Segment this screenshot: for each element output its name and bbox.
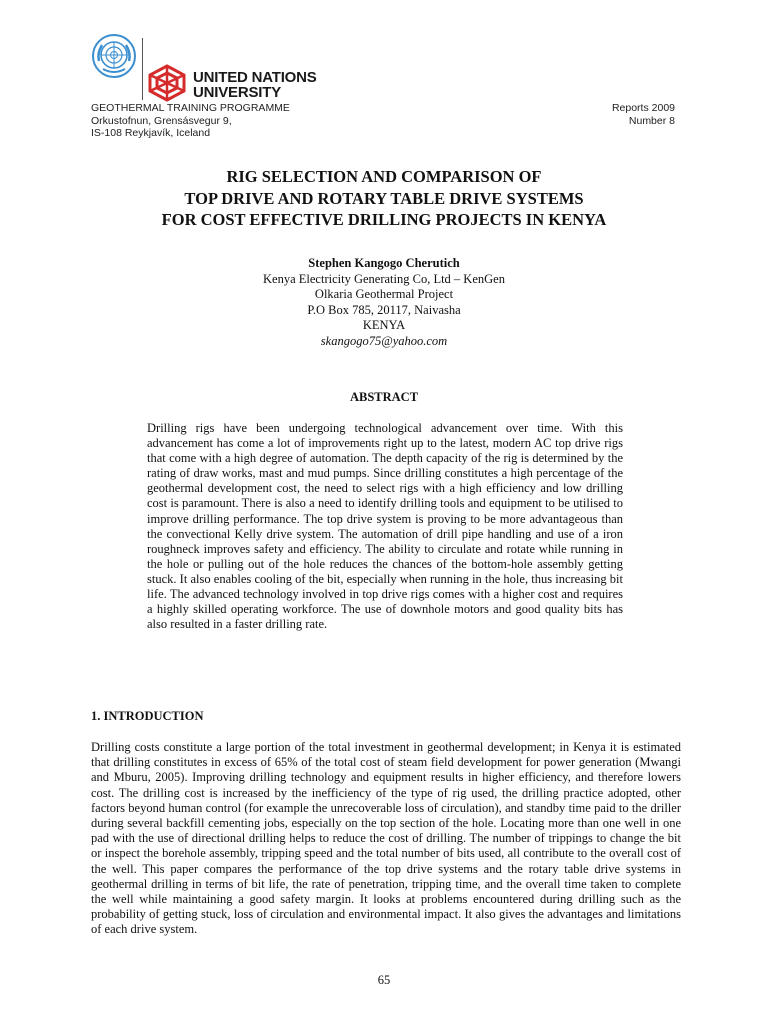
page-number: 65 xyxy=(377,973,391,987)
report-number: Number 8 xyxy=(628,114,675,127)
abstract-heading: ABSTRACT xyxy=(349,390,419,404)
address-line-2: IS-108 Reykjavík, Iceland xyxy=(91,127,211,139)
title-line-3: FOR COST EFFECTIVE DRILLING PROJECTS IN KENYA xyxy=(161,210,607,229)
report-year: Reports 2009 xyxy=(611,102,675,114)
programme-address xyxy=(91,102,290,140)
unu-wordmark-line2: UNIVERSITY xyxy=(193,84,282,101)
affiliation-line-2: Olkaria Geothermal Project xyxy=(314,287,454,301)
affiliation-line-1: Kenya Electricity Generating Co, Ltd – KenGen xyxy=(263,271,505,286)
unu-logo-icon xyxy=(148,64,186,102)
un-emblem-icon xyxy=(91,33,137,79)
address-line-1: Orkustofnun, Grensásvegur 9, xyxy=(91,114,232,127)
title-line-1: RIG SELECTION AND COMPARISON OF xyxy=(226,167,542,186)
introduction-heading: 1. INTRODUCTION xyxy=(91,709,204,723)
affiliation-line-3: P.O Box 785, 20117, Naivasha xyxy=(307,302,461,317)
unu-wordmark xyxy=(193,70,317,100)
report-info xyxy=(612,102,675,127)
author-email[interactable]: skangogo75@yahoo.com xyxy=(320,333,448,348)
author-country: KENYA xyxy=(362,318,406,332)
abstract-text: Drilling rigs have been undergoing technological advancement over time. With this advancement has come a lot of improvements right up to the latest, modern AC top drive rigs that come with a high degree of automation. The depth capacity of the rig is determined by the rating of draw works, mast and mud pumps. Since drilling constitutes a high percentage of the geothermal development cost, the need to select rigs with a high efficiency and low drilling cost is paramount. There is also a need to identify drilling tools and equipment to be utilised to improve drilling performance. The top drive system is proving to be more advantageous than the convectional Kelly drive system. The automation of drill pipe handling and use of a iron roughneck improves safety and efficiency. The ability to circulate and rotate while running in the hole or pulling out of the hole reduces the chances of the bottom-hole assembly getting stuck. It also enables cooling of the bit, especially when running in the hole, thus increasing bit life. The advanced technology involved in top drive rigs comes with a higher cost and requires a highly skilled operating workforce. The use of downhole motors and good quality bits has also resulted in a faster drilling rate. xyxy=(147,421,623,632)
logo-divider xyxy=(142,38,143,100)
author-block xyxy=(84,256,684,349)
author-name: Stephen Kangogo Cherutich xyxy=(308,256,460,270)
unu-wordmark-line1: UNITED NATIONS xyxy=(193,69,317,86)
programme-name: GEOTHERMAL TRAINING PROGRAMME xyxy=(91,102,290,114)
introduction-text: Drilling costs constitute a large portion of the total investment in geothermal development; in Kenya it is estimated that drilling constitutes in excess of 65% of the total cost of steam field development for power generation (Mwangi and Mburu, 2005). Improving drilling technology and equipment results in higher efficiency, and therefore lowers cost. The drilling cost is increased by the inefficiency of the type of rig used, the drilling practice adopted, other factors beyond human control (for example the unrecoverable loss of circulation), and standby time paid to the driller during several backfill cementing jobs, especially on the top section of the hole. Locating more than one well in one pad with the use of directional drilling helps to reduce the cost of drilling. The number of trippings to change the bit or inspect the borehole assembly, tripping speed and the total number of bits used, all contribute to the overall cost of the well. This paper compares the performance of the top drive systems and the rotary table drive systems in geothermal drilling in terms of bit life, the rate of penetration, tripping time, and the overall time taken to complete the well while maintaining a good safety margin. It looks at problems encountered during drilling such as the probability of getting stuck, loss of circulation and environmental impact. It also gives the advantages and limitations of each drive system. xyxy=(91,740,681,937)
title-line-2: TOP DRIVE AND ROTARY TABLE DRIVE SYSTEMS xyxy=(184,188,584,208)
paper-title xyxy=(60,166,708,231)
